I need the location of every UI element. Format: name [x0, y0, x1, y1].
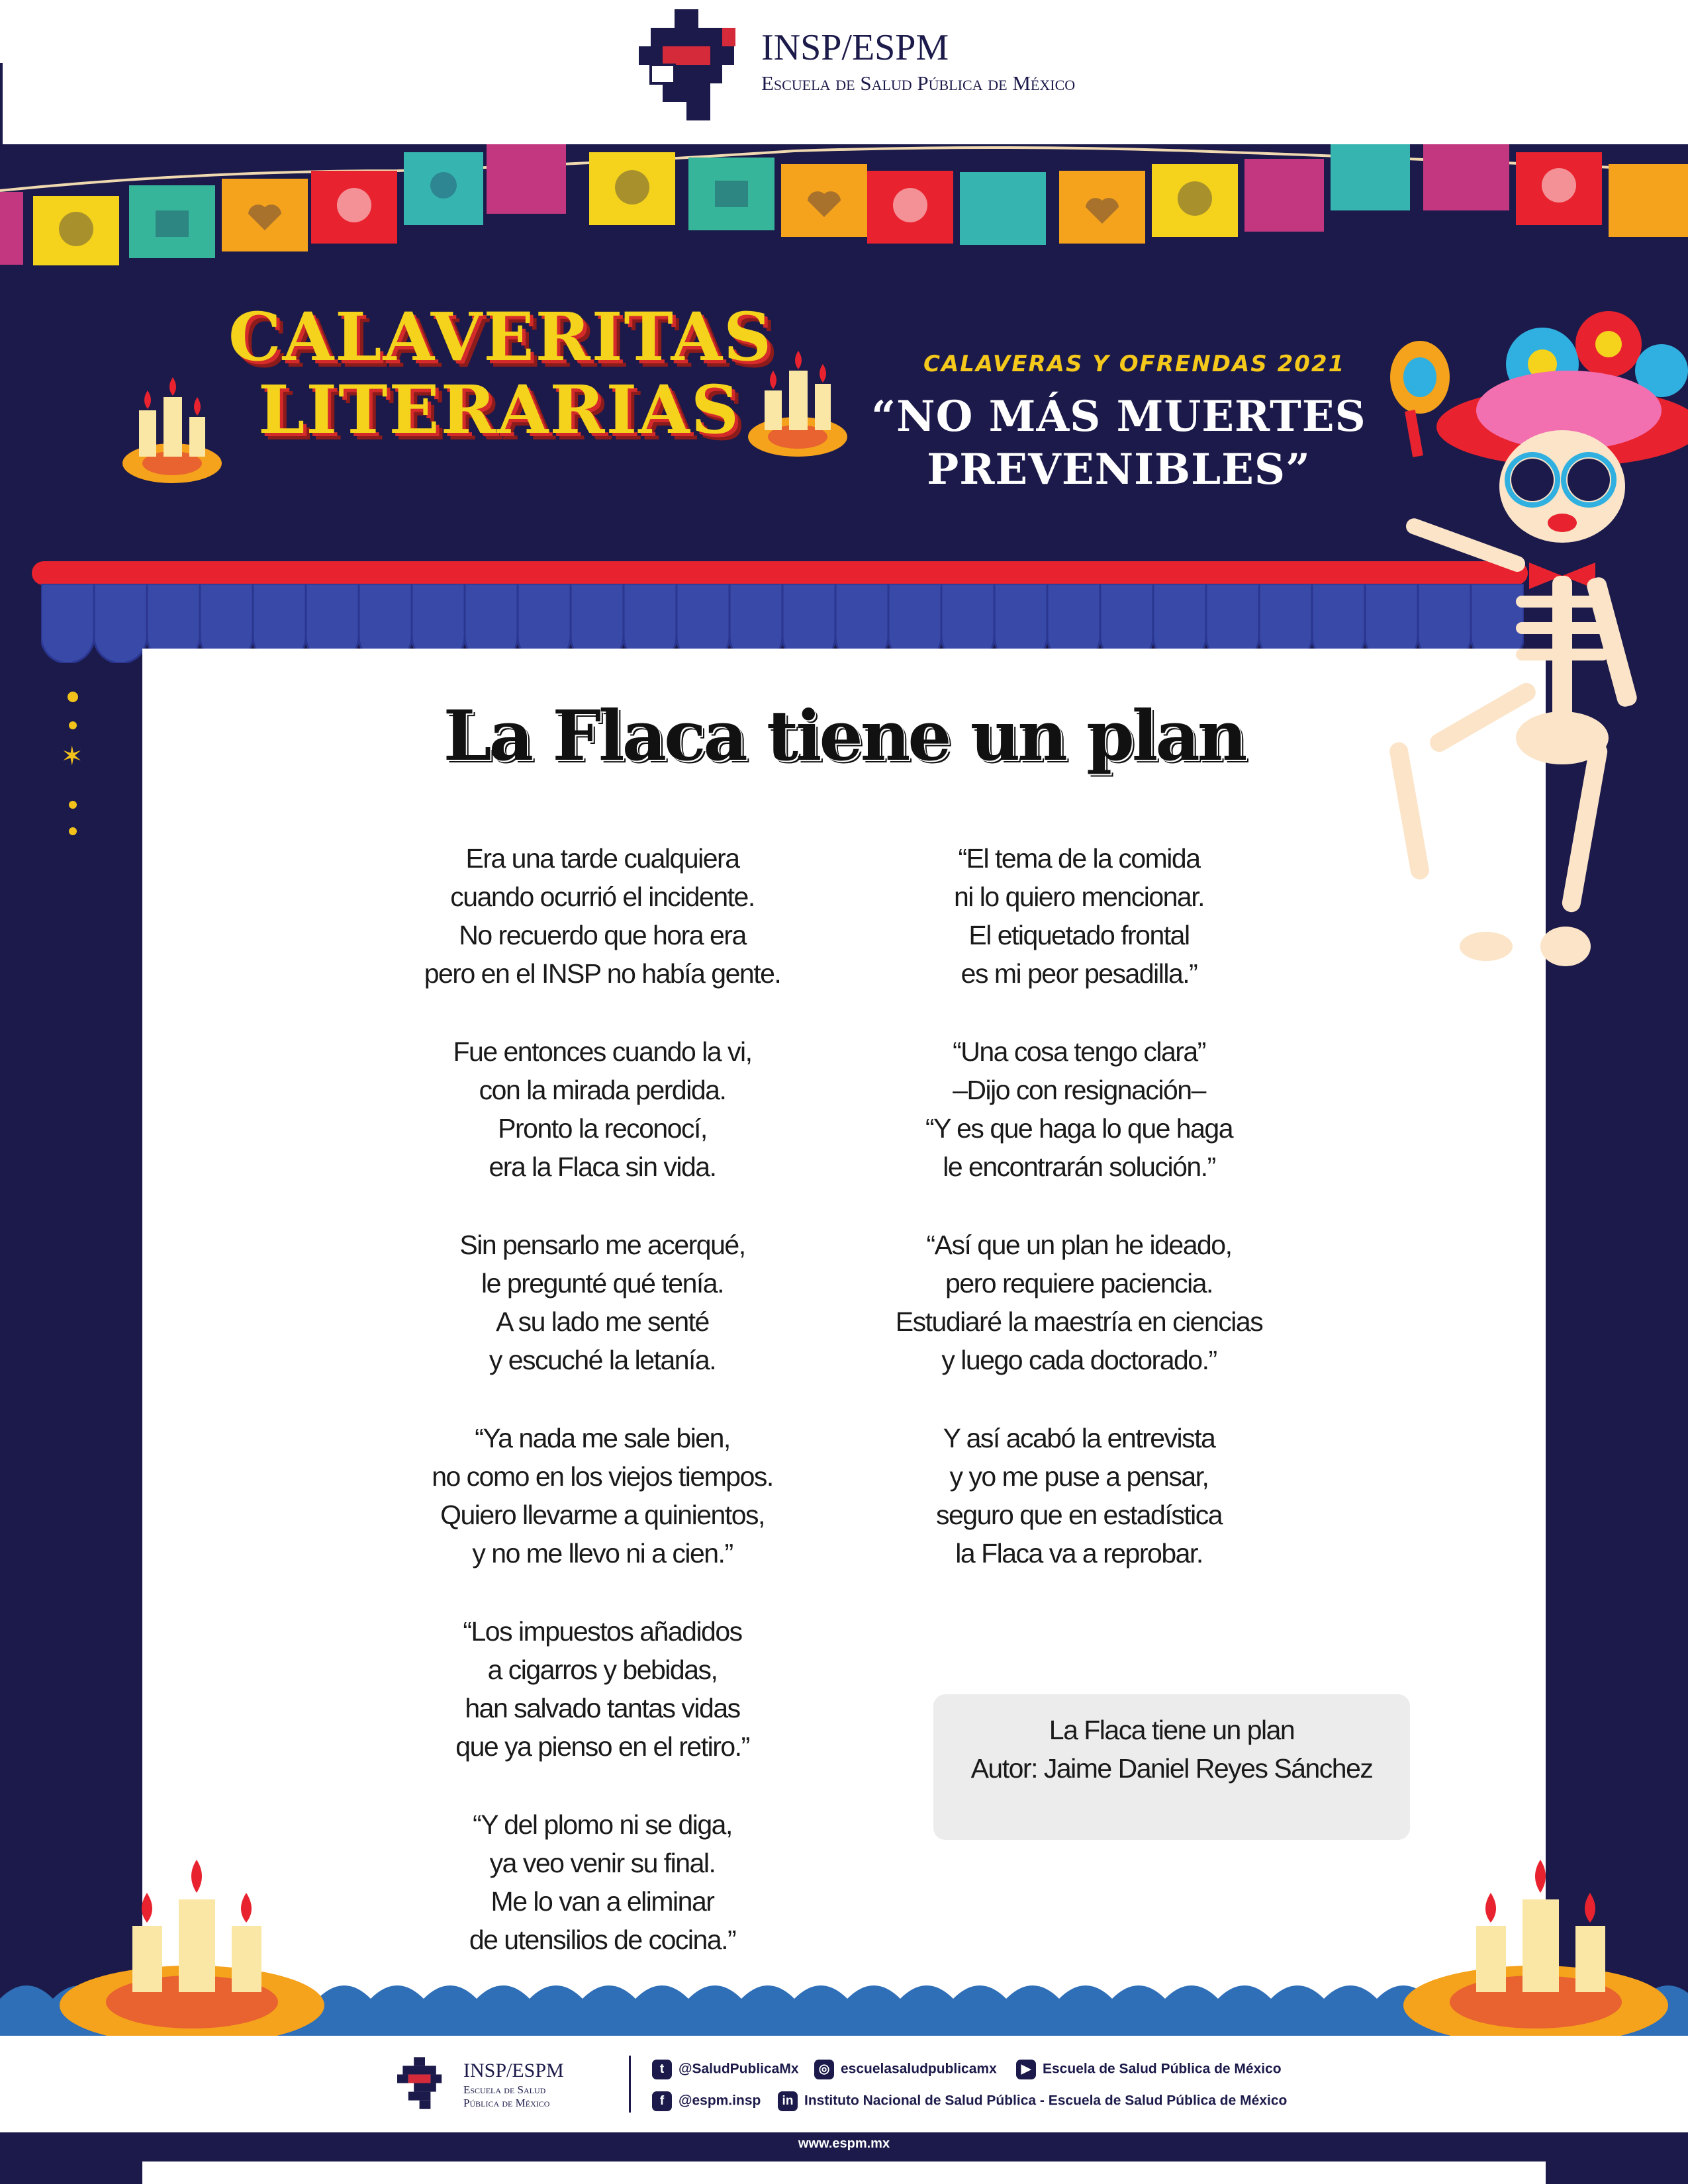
- candles-bottom-left-icon: [60, 1846, 338, 2038]
- verse-line: le pregunté qué tenía.: [481, 1268, 724, 1298]
- footer-logo-icon: [397, 2057, 453, 2110]
- stanza: [371, 1612, 834, 1766]
- stanza: [847, 839, 1311, 993]
- twitter-handle: @SaludPublicaMx: [679, 2061, 799, 2077]
- verse-line: era la Flaca sin vida.: [489, 1152, 716, 1182]
- candles-bottom-right-icon: [1403, 1846, 1681, 2038]
- verse-line: “Y del plomo ni se diga,: [473, 1809, 732, 1840]
- verse-line: “El tema de la comida: [958, 843, 1200, 874]
- verse-line: le encontrarán solución.”: [943, 1152, 1215, 1182]
- event-subtitle: CALAVERAS Y OFRENDAS 2021: [923, 351, 1346, 377]
- stanza: [371, 1226, 834, 1379]
- verse-line: a cigarros y bebidas,: [487, 1655, 718, 1685]
- papel-picado-banner-icon: [0, 144, 1688, 277]
- footer-logo-title: INSP/ESPM: [463, 2060, 564, 2081]
- instagram-icon: ◎: [814, 2060, 834, 2079]
- logo-title: INSP/ESPM: [761, 27, 949, 68]
- linkedin-link[interactable]: [778, 2091, 1287, 2111]
- verse-line: “Una cosa tengo clara”: [953, 1036, 1205, 1067]
- verse-line: y luego cada doctorado.”: [941, 1345, 1217, 1375]
- facebook-handle: @espm.insp: [679, 2093, 761, 2109]
- linkedin-icon: in: [778, 2091, 798, 2111]
- linkedin-name: Instituto Nacional de Salud Pública - Escuela de Salud Pública de México: [804, 2093, 1288, 2109]
- verse-line: Quiero llevarme a quinientos,: [440, 1500, 765, 1530]
- verse-line: ni lo quiero mencionar.: [953, 882, 1205, 912]
- instagram-handle: escuelasaludpublicamx: [841, 2061, 997, 2077]
- dot-decoration: [68, 692, 78, 702]
- poem-right-column: [847, 839, 1311, 1612]
- verse-line: –Dijo con resignación–: [953, 1075, 1205, 1105]
- logo-subtitle: Escuela de Salud Pública de México: [761, 71, 1076, 95]
- candles-left-icon: [119, 371, 225, 483]
- footer-url[interactable]: www.espm.mx: [798, 2136, 890, 2151]
- verse-line: El etiquetado frontal: [968, 920, 1190, 950]
- verse-line: no como en los viejos tiempos.: [432, 1461, 773, 1492]
- candles-right-icon: [745, 344, 851, 457]
- footer-divider: [629, 2056, 631, 2113]
- verse-line: A su lado me senté: [496, 1306, 709, 1337]
- top-header: [0, 0, 1688, 146]
- verse-line: y yo me puse a pensar,: [949, 1461, 1209, 1492]
- verse-line: pero en el INSP no había gente.: [424, 958, 781, 989]
- stanza: [371, 1032, 834, 1186]
- verse-line: Fue entonces cuando la vi,: [453, 1036, 752, 1067]
- verse-line: pero requiere paciencia.: [945, 1268, 1213, 1298]
- verse-line: Era una tarde cualquiera: [465, 843, 739, 874]
- youtube-link[interactable]: [1016, 2060, 1282, 2079]
- verse-line: Estudiaré la maestría en ciencias: [895, 1306, 1263, 1337]
- credit-text: [933, 1711, 1410, 1788]
- verse-line: que ya pienso en el retiro.”: [455, 1731, 749, 1762]
- star-icon: ✶: [61, 742, 83, 771]
- verse-line: y escuché la letanía.: [489, 1345, 716, 1375]
- footer: [0, 2036, 1688, 2132]
- verse-line: “Así que un plan he ideado,: [926, 1230, 1232, 1260]
- verse-line: “Los impuestos añadidos: [463, 1616, 742, 1647]
- event-slogan: “NO MÁS MUERTES PREVENIBLES”: [871, 392, 1366, 494]
- facebook-link[interactable]: [652, 2091, 761, 2111]
- stanza: [847, 1032, 1311, 1186]
- stanza: [371, 1419, 834, 1572]
- verse-line: con la mirada perdida.: [479, 1075, 726, 1105]
- catrina-skeleton-icon: [1364, 311, 1688, 1013]
- youtube-icon: ▶: [1016, 2060, 1036, 2079]
- headline-line-1: CALAVERITAS: [228, 298, 773, 376]
- insp-logo-icon: [639, 9, 758, 122]
- left-rule: [0, 63, 3, 146]
- verse-line: seguro que en estadística: [935, 1500, 1223, 1530]
- verse-line: ya veo venir su final.: [489, 1848, 716, 1878]
- awning-bar: [32, 561, 1528, 585]
- bottom-white-block: [142, 2161, 1546, 2184]
- verse-line: cuando ocurrió el incidente.: [450, 882, 755, 912]
- verse-line: Me lo van a eliminar: [491, 1886, 714, 1917]
- dot-decoration: [69, 801, 77, 809]
- credit-title: La Flaca tiene un plan: [1049, 1715, 1295, 1745]
- poem-title-box: [142, 695, 1546, 776]
- footer-logo-subtitle-1: Escuela de Salud: [463, 2083, 546, 2096]
- credit-author: Autor: Jaime Daniel Reyes Sánchez: [970, 1753, 1373, 1784]
- stanza: [371, 839, 834, 993]
- verse-line: y no me llevo ni a cien.”: [472, 1538, 733, 1569]
- twitter-icon: t: [652, 2060, 672, 2079]
- verse-line: de utensilios de cocina.”: [469, 1925, 736, 1955]
- dot-decoration: [69, 827, 77, 835]
- dot-decoration: [69, 721, 77, 729]
- verse-line: No recuerdo que hora era: [459, 920, 746, 950]
- headline-line-2: LITERARIAS: [258, 371, 741, 449]
- verse-line: “Ya nada me sale bien,: [475, 1423, 730, 1453]
- stanza: [847, 1226, 1311, 1379]
- verse-line: Pronto la reconocí,: [498, 1113, 707, 1144]
- instagram-link[interactable]: [814, 2060, 997, 2079]
- verse-line: han salvado tantas vidas: [465, 1693, 740, 1723]
- poem-title: La Flaca tiene un plan: [443, 695, 1245, 776]
- verse-line: es mi peor pesadilla.”: [961, 958, 1197, 989]
- footer-logo-subtitle-2: Pública de México: [463, 2097, 550, 2109]
- youtube-channel: Escuela de Salud Pública de México: [1043, 2061, 1282, 2077]
- poem-left-column: [371, 839, 834, 1999]
- twitter-link[interactable]: [652, 2060, 799, 2079]
- verse-line: “Y es que haga lo que haga: [925, 1113, 1233, 1144]
- verse-line: Y así acabó la entrevista: [943, 1423, 1215, 1453]
- stanza: [847, 1419, 1311, 1572]
- facebook-icon: f: [652, 2091, 672, 2111]
- verse-line: la Flaca va a reprobar.: [955, 1538, 1203, 1569]
- verse-line: Sin pensarlo me acerqué,: [459, 1230, 745, 1260]
